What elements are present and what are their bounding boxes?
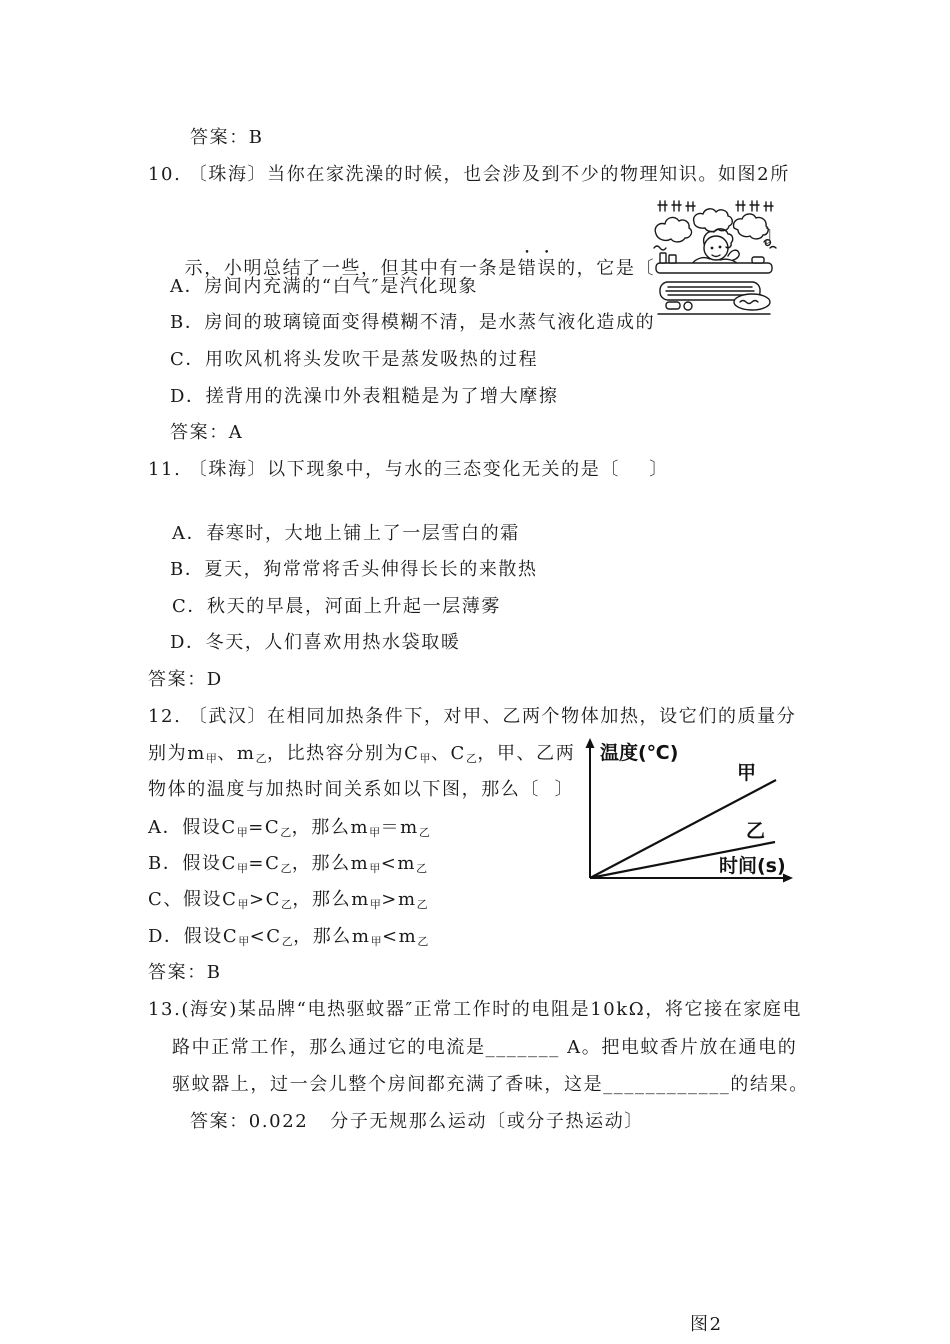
q13-stem-line1: 13.(海安)某品牌“电热驱蚊器″正常工作时的电阻是10kΩ，将它接在家庭电: [148, 999, 803, 1020]
q11-stem: 11. 〔珠海〕以下现象中，与水的三态变化无关的是〔 〕: [148, 459, 669, 480]
q12-text: 别为m: [148, 743, 206, 764]
series-label-yi: 乙: [746, 820, 766, 842]
q12-subscript: 乙: [255, 752, 267, 765]
q12-option-text: B．假设C: [148, 853, 237, 874]
q11-answer: 答案：D: [148, 669, 223, 690]
q11-option-c: C．秋天的早晨，河面上升起一层薄雾: [172, 596, 501, 617]
q11-option-d: D．冬天，人们喜欢用热水袋取暖: [170, 632, 461, 653]
q12-option-d: [148, 927, 429, 949]
bather-hand: [728, 250, 739, 260]
soap-dish: [752, 257, 764, 263]
bather-eye-right: [719, 246, 722, 249]
q10-option-b: B．房间的玻璃镜面变得模糊不清，是水蒸气液化造成的: [170, 312, 656, 333]
y-axis-arrow: [586, 738, 595, 748]
q11-option-a: A．春寒时，大地上铺上了一层雪白的霜: [172, 523, 520, 544]
q12-option-text: ，那么m: [291, 817, 370, 838]
q11-option-b: B．夏天，狗常常将舌头伸得长长的来散热: [170, 559, 538, 580]
q10-stem-line2-after: 的，它是〔: [557, 258, 656, 279]
q12-stem-line2: [148, 744, 575, 766]
q12-option-b: [148, 854, 428, 876]
q12-option-subscript: 乙: [418, 826, 431, 839]
q13-stem-line2: 路中正常工作，那么通过它的电流是_______ A。把电蚊香片放在通电的: [172, 1037, 798, 1058]
bathtub-rim: [656, 263, 772, 273]
q12-option-a: [148, 818, 430, 840]
q10-option-a: A．房间内充满的“白气″是汽化现象: [170, 276, 479, 297]
q12-subscript: 甲: [419, 752, 431, 765]
q12-option-subscript: 甲: [236, 826, 249, 839]
steam-cloud-middle: [694, 209, 733, 232]
bather-eye-left: [711, 247, 714, 250]
q12-option-subscript: 甲: [369, 898, 382, 911]
toiletry-bottle: [669, 255, 676, 263]
q12-option-text: <m: [381, 926, 418, 947]
q12-subscript: 乙: [465, 752, 478, 765]
q12-text: 、C: [430, 743, 466, 764]
q12-option-text: A．假设C: [148, 817, 237, 838]
q12-option-text: =C: [248, 817, 281, 838]
graph-ylabel: 温度(℃): [600, 742, 679, 764]
q12-option-subscript: 乙: [416, 898, 429, 911]
q12-text: ，比热容分别为C: [266, 743, 420, 764]
figure-caption: 图2: [690, 1314, 723, 1335]
q12-stem-line3: 物体的温度与加热时间关系如以下图，那么〔 〕: [148, 779, 575, 800]
q9-answer: 答案：B: [190, 127, 264, 148]
series-label-jia: 甲: [737, 762, 757, 784]
q10-answer: 答案：A: [170, 422, 244, 443]
q12-option-subscript: 甲: [237, 862, 249, 875]
q12-text: ，甲、乙两: [477, 743, 576, 764]
q12-option-subscript: 乙: [417, 935, 429, 948]
q12-option-subscript: 甲: [370, 935, 382, 948]
q10-stem-line1: 10. 〔珠海〕当你在家洗澡的时候，也会涉及到不少的物理知识。如图2所: [148, 164, 790, 185]
temperature-time-graph: [580, 735, 800, 890]
q10-emphasized-word: 错误: [517, 258, 558, 279]
q12-option-text: ，那么m: [292, 889, 370, 910]
q12-option-text: ，那么m: [293, 926, 371, 947]
q12-option-text: D．假设C: [148, 926, 239, 947]
q12-option-text: ，那么m: [291, 853, 370, 874]
q13-stem-line3: 驱蚊器上，过一会儿整个房间都充满了香味，这是____________的结果。: [172, 1074, 809, 1095]
soap-bar: [666, 302, 680, 309]
q12-subscript: 甲: [205, 752, 218, 765]
q10-stem-line2: [170, 228, 655, 279]
q12-option-subscript: 乙: [280, 826, 292, 839]
q12-option-text: >C: [248, 889, 282, 910]
wall-tile-marks: [658, 201, 773, 211]
q12-option-subscript: 乙: [280, 862, 292, 875]
q12-text: 、m: [217, 743, 256, 764]
q12-stem-line1: 12. 〔武汉〕在相同加热条件下，对甲、乙两个物体加热，设它们的质量分: [148, 706, 797, 727]
q12-option-subscript: 甲: [369, 826, 381, 839]
q12-option-text: <C: [249, 926, 282, 947]
toiletry-bottle: [660, 253, 666, 263]
q12-option-subscript: 甲: [238, 935, 250, 948]
q12-option-text: C、假设C: [148, 889, 238, 910]
q12-option-c: [148, 890, 428, 912]
steam-cloud-left: [655, 217, 691, 241]
q10-option-d: D．搓背用的洗澡巾外表粗糙是为了增大摩擦: [170, 386, 559, 407]
graph-xlabel: 时间(s): [719, 855, 786, 877]
q12-option-subscript: 甲: [369, 862, 381, 875]
q10-answer-bracket-close: 〕: [765, 227, 785, 248]
q12-option-text: >m: [381, 889, 417, 910]
q12-option-subscript: 甲: [237, 898, 249, 911]
q12-option-subscript: 乙: [281, 898, 293, 911]
steam-cloud-right: [734, 214, 769, 239]
bath-illustration: [652, 198, 778, 324]
q12-option-subscript: 乙: [416, 862, 428, 875]
q10-stem-line2-before: 示，小明总结了一些，但其中有一条是: [184, 258, 518, 279]
sponge: [684, 302, 692, 310]
q12-option-text: <m: [380, 853, 417, 874]
q12-option-text: =C: [248, 853, 281, 874]
q12-option-subscript: 乙: [281, 935, 294, 948]
q12-option-text: ＝m: [380, 817, 419, 838]
q13-answer: 答案：0.022 分子无规那么运动〔或分子热运动〕: [190, 1111, 644, 1132]
q12-answer: 答案：B: [148, 962, 222, 983]
q10-option-c: C．用吹风机将头发吹干是蒸发吸热的过程: [170, 349, 539, 370]
